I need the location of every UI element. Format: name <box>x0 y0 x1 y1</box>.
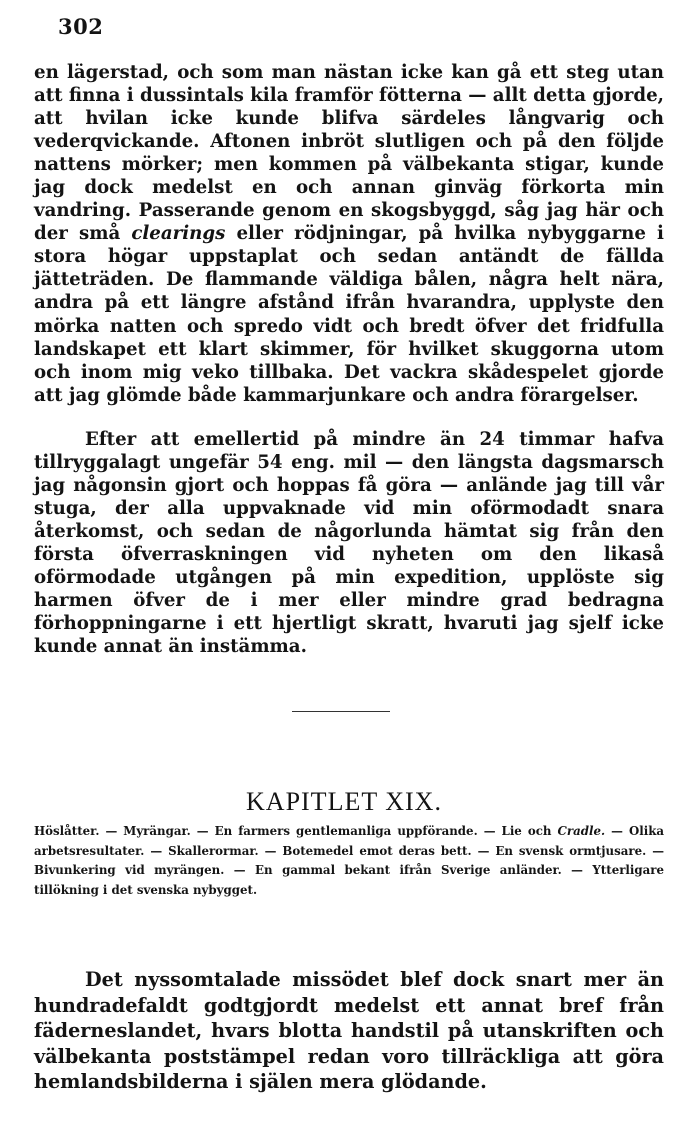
italic-term: clearings <box>131 223 226 245</box>
summary-text: — Olika arbetsresultater. — Skallerormar. — Botemedel emot deras bett. — En svensk ormtjusare. — Bivunkering vid myrängen. — En gammal bekant ifrån Sverige anländer. — Ytterligare tillökning i det svenska nybygget. <box>34 824 665 897</box>
chapter-opening-paragraph: Det nyssomtalade missödet blef dock snart mer än hundradefaldt godtgjordt medelst ett annat bref från fäderneslandet, hvars blotta handstil på utanskriften och välbekanta poststämpel redan voro tillräckliga att göra hemlandsbilderna i själen mera glödande. <box>34 968 664 1094</box>
paragraph-text: en lägerstad, och som man nästan icke kan gå ett steg utan att finna i dussintals kila framför fötterna — allt detta gjorde, att hvilan icke kunde blifva särdeles långvarig och vederqvickande. Aftonen inbröt slutligen och på den följde nattens mörker; men kommen på välbekanta stigar, kunde jag dock medelst en och annan ginväg förkorta min vandring. Passerande genom en skogsbyggd, såg jag här och der små <box>34 62 664 245</box>
paragraph-text: eller rödjningar, på hvilka nybyggarne i stora högar uppstaplat och sedan antändt de fällda jätteträden. De flammande väldiga bålen, några helt nära, andra på ett längre afstånd ifrån hvarandra, upplyste den mörka natten och spredo vidt och bredt öfver det fridfulla landskapet ett klart skimmer, för hvilket skuggorna utom och inom mig veko tillbaka. Det vackra skådespelet gjorde att jag glömde både kammarjunkare och andra förargelser. <box>34 223 664 406</box>
paragraph-continued <box>34 61 664 407</box>
section-divider <box>292 711 390 712</box>
summary-text: Höslåtter. — Myrängar. — En farmers gentlemanliga uppförande. — Lie och <box>34 824 552 838</box>
chapter-title: KAPITLET XIX. <box>246 786 442 816</box>
chapter-summary <box>34 822 664 900</box>
page-number: 302 <box>58 14 104 39</box>
italic-term: Cradle. <box>557 824 606 838</box>
paragraph: Efter att emellertid på mindre än 24 timmar hafva tillryggalagt ungefär 54 eng. mil — den längsta dagsmarsch jag någonsin gjort och hoppas få göra — anlände jag till vår stuga, der alla uppvaknade vid min oförmodadt snara återkomst, och sedan de någorlunda hämtat sig från den första öfverraskningen vid nyheten om den likaså oförmodade utgången på min expedition, upplöste sig harmen öfver de i mer eller mindre grad bedragna förhoppningarne i ett hjertligt skratt, hvaruti jag sjelf icke kunde annat än instämma. <box>34 429 664 658</box>
